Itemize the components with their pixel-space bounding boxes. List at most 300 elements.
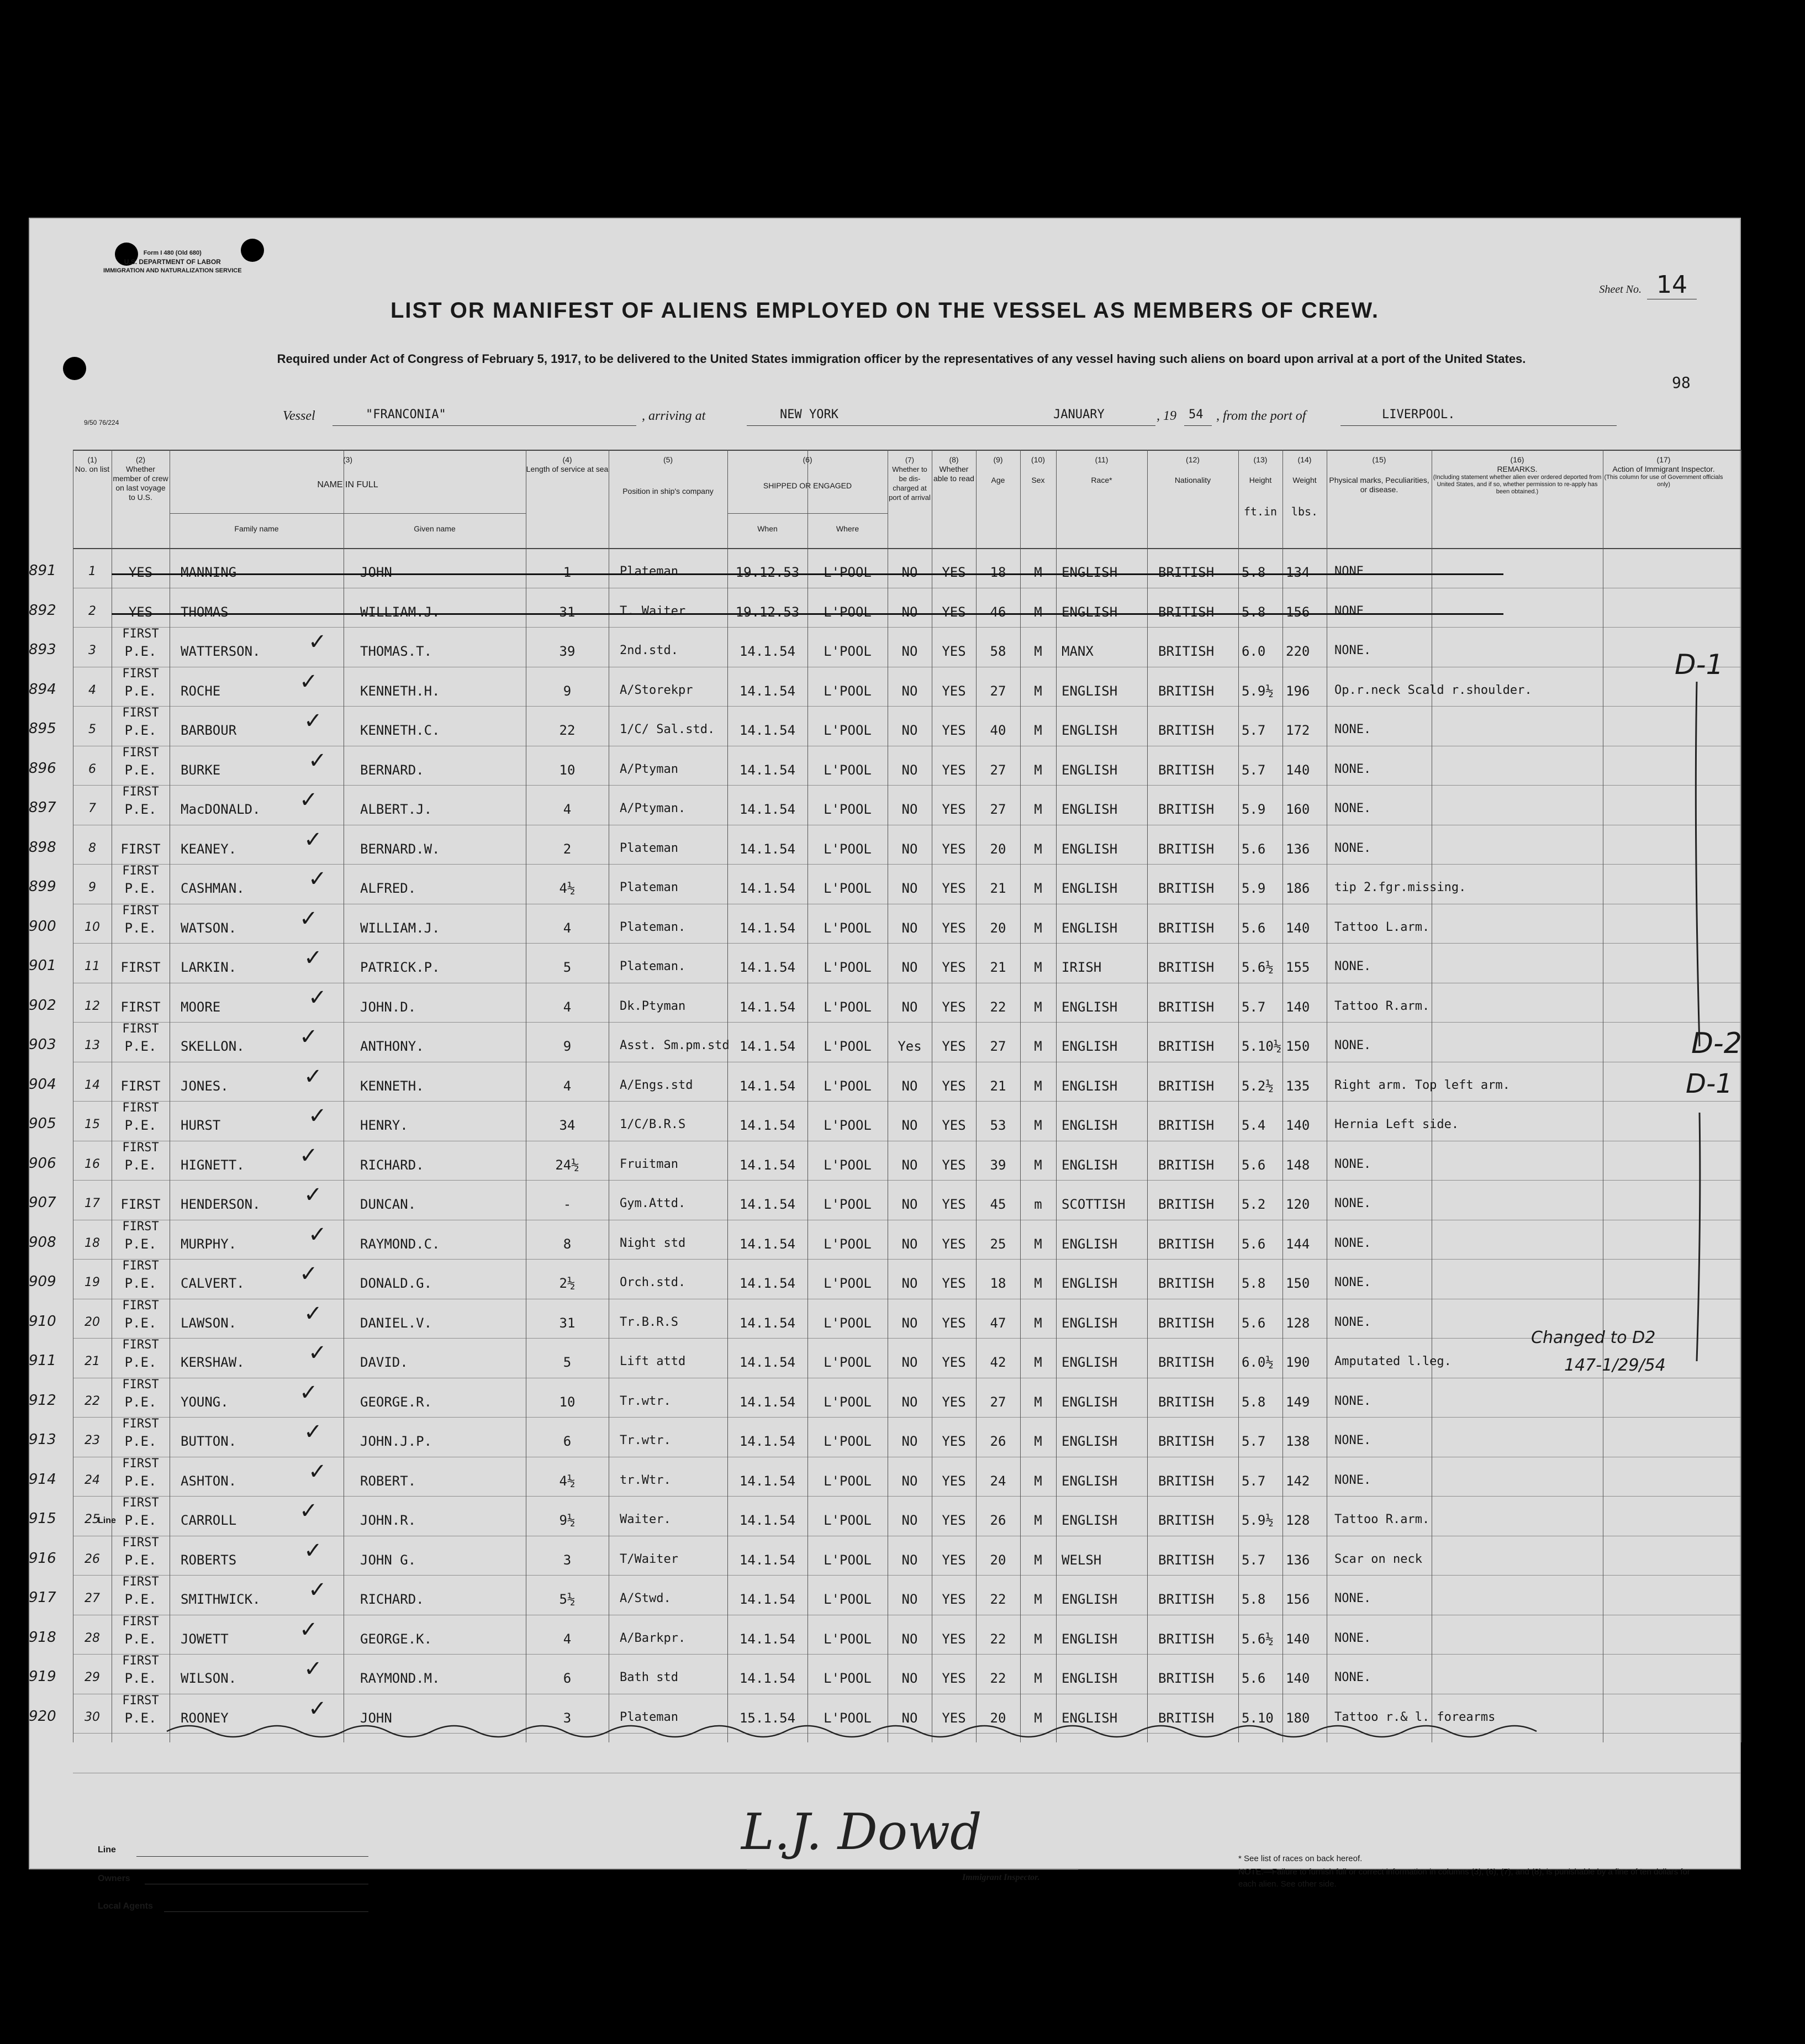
cell-family: HENDERSON. — [181, 1197, 261, 1212]
cell-weight: 180 — [1286, 1710, 1310, 1726]
cell-family: ROBERTS — [181, 1552, 237, 1568]
cell-marks: NONE. — [1334, 1039, 1371, 1052]
cell-read: YES — [942, 565, 966, 580]
cell-position: 1/C/B.R.S — [620, 1118, 686, 1131]
cell-height: 5.7 — [1242, 1473, 1266, 1489]
vessel-name: "FRANCONIA" — [366, 408, 446, 422]
cell-position: Gym.Attd. — [620, 1197, 686, 1210]
serial-number: 900 — [29, 918, 56, 935]
cell-nationality: BRITISH — [1158, 999, 1215, 1015]
cell-family: MURPHY. — [181, 1236, 237, 1252]
cell-position: Plateman — [620, 881, 678, 894]
cell-no: 6 — [88, 762, 96, 776]
cell-weight: 196 — [1286, 683, 1310, 699]
col-header-marks: (15) Physical marks, Peculiarities, or disease. — [1329, 455, 1429, 494]
check-mark: ✓ — [308, 866, 327, 892]
cell-height: 5.6 — [1242, 1236, 1266, 1252]
cell-given: HENRY. — [360, 1118, 408, 1133]
cell-given: JOHN.D. — [360, 999, 416, 1015]
crew-table — [29, 450, 1742, 1742]
cell-family: ROCHE — [181, 683, 221, 699]
cell-where: L'POOL — [824, 1631, 872, 1647]
cell-no: 22 — [85, 1394, 100, 1408]
cell-weight: 134 — [1286, 565, 1310, 580]
serial-number: 897 — [29, 799, 56, 816]
cell-age: 24 — [990, 1473, 1006, 1489]
cell-marks: Right arm. Top left arm. — [1334, 1078, 1510, 1092]
cell-service: 39 — [559, 644, 576, 659]
cell-family: CASHMAN. — [181, 881, 245, 896]
cell-position: Orch.std. — [620, 1276, 686, 1289]
cell-nationality: BRITISH — [1158, 644, 1215, 659]
cell-where: L'POOL — [824, 604, 872, 620]
serial-number: 908 — [29, 1234, 56, 1251]
first-voyage-label: FIRST — [122, 1496, 159, 1510]
col-header-name: (3) NAME IN FULL — [317, 455, 378, 489]
cell-weight: 156 — [1286, 1592, 1310, 1607]
cell-service: 4 — [563, 802, 572, 817]
cell-marks: Amputated l.leg. — [1334, 1355, 1452, 1368]
table-row — [29, 1417, 1741, 1457]
cell-age: 26 — [990, 1513, 1006, 1528]
cell-service: - — [563, 1197, 572, 1212]
cell-nationality: BRITISH — [1158, 1236, 1215, 1252]
col-header-position: (5) Position in ship's company — [622, 455, 714, 496]
cell-age: 22 — [990, 1631, 1006, 1647]
cell-family: KERSHAW. — [181, 1355, 245, 1370]
cell-sex: M — [1034, 841, 1042, 857]
cell-age: 20 — [990, 920, 1006, 936]
cell-nationality: BRITISH — [1158, 1276, 1215, 1291]
cell-discharged: NO — [901, 723, 918, 738]
cell-when: 14.1.54 — [739, 802, 796, 817]
check-mark: ✓ — [308, 1695, 327, 1721]
cell-discharged: NO — [901, 999, 918, 1015]
cell-height: 5.10 — [1242, 1710, 1274, 1726]
cell-discharged: NO — [901, 604, 918, 620]
cell-when: 14.1.54 — [739, 1631, 796, 1647]
check-mark: ✓ — [299, 1024, 318, 1050]
cell-race: ENGLISH — [1062, 802, 1118, 817]
check-mark: ✓ — [299, 1142, 318, 1168]
races-note: * See list of races on back hereof. — [1238, 1854, 1363, 1863]
cell-sex: M — [1034, 1394, 1042, 1410]
crew-last-voyage: P.E. — [124, 644, 157, 659]
cell-nationality: BRITISH — [1158, 1315, 1215, 1331]
manifest-sheet — [29, 218, 1742, 1911]
cell-service: 4 — [563, 999, 572, 1015]
cell-weight: 140 — [1286, 920, 1310, 936]
cell-race: ENGLISH — [1062, 1434, 1118, 1449]
cell-marks: NONE. — [1334, 1157, 1371, 1171]
cell-read: YES — [942, 1671, 966, 1686]
check-mark: ✓ — [304, 1537, 323, 1563]
cell-marks: NONE. — [1334, 1197, 1371, 1210]
cell-age: 22 — [990, 999, 1006, 1015]
cell-discharged: NO — [901, 1118, 918, 1133]
crew-last-voyage: P.E. — [124, 723, 157, 738]
first-voyage-label: FIRST — [122, 1022, 159, 1036]
cell-race: ENGLISH — [1062, 1473, 1118, 1489]
cell-height: 5.9 — [1242, 802, 1266, 817]
serial-number: 904 — [29, 1076, 56, 1093]
cell-height: 5.8 — [1242, 604, 1266, 620]
cell-position: Plateman — [620, 565, 678, 578]
cell-given: RICHARD. — [360, 1592, 424, 1607]
cell-nationality: BRITISH — [1158, 841, 1215, 857]
cell-discharged: NO — [901, 1513, 918, 1528]
cell-sex: M — [1034, 565, 1042, 580]
cell-service: 9 — [563, 1039, 572, 1054]
cell-sex: M — [1034, 1631, 1042, 1647]
annotation-d2: D-2 — [1691, 1027, 1742, 1060]
cell-nationality: BRITISH — [1158, 881, 1215, 896]
cell-no: 29 — [85, 1671, 100, 1684]
table-row — [29, 903, 1741, 944]
cell-discharged: NO — [901, 1078, 918, 1094]
cell-no: 8 — [88, 841, 96, 855]
strike-line — [112, 573, 1503, 575]
cell-service: 4 — [563, 1631, 572, 1647]
cell-no: 11 — [85, 960, 100, 973]
crew-last-voyage: FIRST — [120, 841, 161, 857]
cell-given: KENNETH.H. — [360, 683, 440, 699]
cell-where: L'POOL — [824, 920, 872, 936]
cell-given: DANIEL.V. — [360, 1315, 432, 1331]
cell-family: HURST — [181, 1118, 221, 1133]
cell-height: 5.6 — [1242, 841, 1266, 857]
cell-weight: 190 — [1286, 1355, 1310, 1370]
cell-no: 19 — [85, 1276, 100, 1289]
cell-family: CALVERT. — [181, 1276, 245, 1291]
line-label: Line — [98, 1845, 116, 1855]
cell-discharged: NO — [901, 1631, 918, 1647]
line-label: Line — [98, 1516, 116, 1525]
cell-race: ENGLISH — [1062, 1710, 1118, 1726]
cell-read: YES — [942, 1039, 966, 1054]
cell-given: WILLIAM.J. — [360, 604, 440, 620]
table-row — [29, 1101, 1741, 1141]
cell-age: 40 — [990, 723, 1006, 738]
cell-nationality: BRITISH — [1158, 1434, 1215, 1449]
cell-service: 9½ — [559, 1513, 576, 1528]
cell-marks: NONE. — [1334, 644, 1371, 657]
cell-marks: NONE. — [1334, 1394, 1371, 1408]
cell-position: 2nd.std. — [620, 644, 678, 657]
cell-service: 4 — [563, 920, 572, 936]
cell-age: 47 — [990, 1315, 1006, 1331]
cell-nationality: BRITISH — [1158, 1592, 1215, 1607]
cell-given: JOHN — [360, 565, 392, 580]
cell-race: SCOTTISH — [1062, 1197, 1126, 1212]
cell-when: 14.1.54 — [739, 881, 796, 896]
cell-family: WILSON. — [181, 1671, 237, 1686]
cell-when: 14.1.54 — [739, 1671, 796, 1686]
cell-height: 5.7 — [1242, 999, 1266, 1015]
table-row — [29, 548, 1741, 588]
cell-sex: M — [1034, 1552, 1042, 1568]
crew-last-voyage: FIRST — [120, 1078, 161, 1094]
cell-no: 2 — [88, 604, 96, 618]
cell-position: Tr.wtr. — [620, 1434, 671, 1447]
cell-family: WATSON. — [181, 920, 237, 936]
cell-race: ENGLISH — [1062, 1315, 1118, 1331]
cell-when: 14.1.54 — [739, 1197, 796, 1212]
cell-weight: 144 — [1286, 1236, 1310, 1252]
cell-marks: NONE. — [1334, 723, 1371, 736]
cell-position: Bath std — [620, 1671, 678, 1684]
crew-last-voyage: P.E. — [124, 1710, 157, 1726]
cell-given: ALFRED. — [360, 881, 416, 896]
serial-number: 902 — [29, 997, 56, 1014]
cell-age: 46 — [990, 604, 1006, 620]
check-mark: ✓ — [304, 1063, 323, 1089]
cell-height: 5.8 — [1242, 1276, 1266, 1291]
cell-height: 5.2½ — [1242, 1078, 1274, 1094]
cell-age: 20 — [990, 1710, 1006, 1726]
cell-discharged: Yes — [898, 1039, 922, 1054]
cell-nationality: BRITISH — [1158, 762, 1215, 778]
cell-marks: NONE. — [1334, 1671, 1371, 1684]
cell-where: L'POOL — [824, 1197, 872, 1212]
first-voyage-label: FIRST — [122, 785, 159, 799]
cell-weight: 150 — [1286, 1276, 1310, 1291]
col-header-family-name: Family name — [234, 524, 279, 533]
cell-position: A/Engs.std — [620, 1078, 693, 1092]
cell-marks: NONE. — [1334, 762, 1371, 776]
cell-discharged: NO — [901, 1197, 918, 1212]
cell-family: BURKE — [181, 762, 221, 778]
cell-read: YES — [942, 920, 966, 936]
serial-number: 911 — [29, 1352, 56, 1369]
cell-sex: M — [1034, 1315, 1042, 1331]
first-voyage-label: FIRST — [122, 1377, 159, 1392]
col-header-height: (13) Height ft.in — [1243, 455, 1278, 518]
cell-family: LAWSON. — [181, 1315, 237, 1331]
cell-given: THOMAS.T. — [360, 644, 432, 659]
table-row — [29, 1062, 1741, 1102]
cell-service: 34 — [559, 1118, 576, 1133]
crew-last-voyage: P.E. — [124, 1552, 157, 1568]
cell-position: A/Storekpr — [620, 683, 693, 697]
cell-weight: 140 — [1286, 999, 1310, 1015]
cell-read: YES — [942, 1394, 966, 1410]
cell-marks: NONE. — [1334, 1236, 1371, 1250]
crew-last-voyage: FIRST — [120, 1197, 161, 1212]
page-subtitle: Required under Act of Congress of February 5, 1917, to be delivered to the United States immigration officer by the representatives of any vessel having such aliens on board upon arrival at a port of the United States. — [277, 352, 1526, 366]
cell-no: 5 — [88, 723, 96, 736]
cell-service: 5 — [563, 960, 572, 975]
first-voyage-label: FIRST — [122, 706, 159, 720]
cell-given: KENNETH. — [360, 1078, 424, 1094]
cell-weight: 150 — [1286, 1039, 1310, 1054]
serial-number: 915 — [29, 1510, 56, 1527]
cell-given: BERNARD.W. — [360, 841, 440, 857]
arrival-year: 54 — [1189, 408, 1204, 422]
crew-last-voyage: P.E. — [124, 1236, 157, 1252]
cell-race: ENGLISH — [1062, 999, 1118, 1015]
cell-no: 18 — [85, 1236, 100, 1250]
cell-height: 5.7 — [1242, 723, 1266, 738]
cell-position: A/Stwd. — [620, 1592, 671, 1605]
cell-when: 14.1.54 — [739, 723, 796, 738]
table-row — [29, 785, 1741, 825]
first-voyage-label: FIRST — [122, 1140, 159, 1155]
cell-discharged: NO — [901, 1434, 918, 1449]
table-row — [29, 1535, 1741, 1576]
cell-where: L'POOL — [824, 1157, 872, 1173]
cell-position: 1/C/ Sal.std. — [620, 723, 715, 736]
departure-port: LIVERPOOL. — [1382, 408, 1455, 422]
cell-read: YES — [942, 1473, 966, 1489]
cell-marks: NONE. — [1334, 1315, 1371, 1329]
cell-no: 23 — [85, 1434, 100, 1447]
col-header-crew: (2) Whether member of crew on last voyage to U.S. — [113, 455, 168, 502]
annotation-d1-lower: D-1 — [1686, 1068, 1733, 1099]
cell-when: 14.1.54 — [739, 1118, 796, 1133]
cell-when: 14.1.54 — [739, 644, 796, 659]
cell-family: JONES. — [181, 1078, 229, 1094]
table-row — [29, 1575, 1741, 1615]
cell-given: DONALD.G. — [360, 1276, 432, 1291]
cell-nationality: BRITISH — [1158, 604, 1215, 620]
cell-sex: M — [1034, 1473, 1042, 1489]
cell-marks: Scar on neck — [1334, 1552, 1422, 1566]
cell-sex: M — [1034, 1592, 1042, 1607]
cell-nationality: BRITISH — [1158, 1631, 1215, 1647]
cell-no: 27 — [85, 1592, 100, 1605]
cell-read: YES — [942, 1552, 966, 1568]
cell-weight: 140 — [1286, 1118, 1310, 1133]
col-header-weight: (14) Weight lbs. — [1291, 455, 1318, 518]
cell-height: 5.10½ — [1242, 1039, 1282, 1054]
cell-service: 5 — [563, 1355, 572, 1370]
cell-when: 14.1.54 — [739, 999, 796, 1015]
cell-read: YES — [942, 683, 966, 699]
cell-race: MANX — [1062, 644, 1094, 659]
cell-when: 14.1.54 — [739, 1592, 796, 1607]
cell-race: ENGLISH — [1062, 1157, 1118, 1173]
cell-weight: 142 — [1286, 1473, 1310, 1489]
cell-family: HIGNETT. — [181, 1157, 245, 1173]
serial-number: 905 — [29, 1115, 56, 1132]
cell-read: YES — [942, 762, 966, 778]
cell-where: L'POOL — [824, 1078, 872, 1094]
cell-given: GEORGE.K. — [360, 1631, 432, 1647]
cell-service: 8 — [563, 1236, 572, 1252]
cell-when: 14.1.54 — [739, 1355, 796, 1370]
check-mark: ✓ — [304, 1182, 323, 1208]
cell-read: YES — [942, 644, 966, 659]
cell-height: 5.6 — [1242, 1671, 1266, 1686]
punch-hole — [241, 239, 264, 262]
cell-when: 14.1.54 — [739, 1552, 796, 1568]
cell-when: 14.1.54 — [739, 1039, 796, 1054]
cell-where: L'POOL — [824, 999, 872, 1015]
cell-weight: 220 — [1286, 644, 1310, 659]
cell-marks: Tattoo r.& l. forearms — [1334, 1710, 1496, 1724]
cell-weight: 135 — [1286, 1078, 1310, 1094]
cell-age: 27 — [990, 762, 1006, 778]
cell-marks: tip 2.fgr.missing. — [1334, 881, 1466, 894]
serial-number: 909 — [29, 1273, 56, 1290]
cell-read: YES — [942, 1315, 966, 1331]
cell-family: BUTTON. — [181, 1434, 237, 1449]
cell-marks: Tattoo R.arm. — [1334, 1513, 1430, 1526]
col-header-race: (11) Race* — [1091, 455, 1112, 484]
cell-weight: 138 — [1286, 1434, 1310, 1449]
cell-position: Tr.B.R.S — [620, 1315, 678, 1329]
cell-where: L'POOL — [824, 1710, 872, 1726]
cell-nationality: BRITISH — [1158, 920, 1215, 936]
cell-no: 17 — [85, 1197, 100, 1210]
cell-where: L'POOL — [824, 762, 872, 778]
crew-last-voyage: P.E. — [124, 1315, 157, 1331]
cell-age: 27 — [990, 1039, 1006, 1054]
cell-nationality: BRITISH — [1158, 960, 1215, 975]
col-header-sex: (10) Sex — [1031, 455, 1045, 484]
cell-given: DUNCAN. — [360, 1197, 416, 1212]
first-voyage-label: FIRST — [122, 1575, 159, 1589]
cell-no: 1 — [88, 565, 96, 578]
cell-service: 31 — [559, 1315, 576, 1331]
serial-number: 903 — [29, 1036, 56, 1053]
cell-age: 42 — [990, 1355, 1006, 1370]
cell-race: ENGLISH — [1062, 841, 1118, 857]
serial-number: 914 — [29, 1471, 56, 1488]
crew-last-voyage: P.E. — [124, 920, 157, 936]
cell-when: 14.1.54 — [739, 683, 796, 699]
cell-marks: NONE. — [1334, 841, 1371, 855]
cell-sex: M — [1034, 1236, 1042, 1252]
cell-age: 26 — [990, 1434, 1006, 1449]
cell-when: 14.1.54 — [739, 1276, 796, 1291]
check-mark: ✓ — [308, 984, 327, 1010]
crew-last-voyage: YES — [128, 604, 153, 620]
cell-given: JOHN.R. — [360, 1513, 416, 1528]
cell-discharged: NO — [901, 1355, 918, 1370]
cell-read: YES — [942, 1592, 966, 1607]
cell-age: 27 — [990, 1394, 1006, 1410]
table-row — [29, 1259, 1741, 1299]
first-voyage-label: FIRST — [122, 666, 159, 681]
cell-no: 26 — [85, 1552, 100, 1566]
header-subrule — [170, 513, 526, 514]
cell-no: 7 — [88, 802, 96, 815]
cell-family: THOMAS — [181, 604, 229, 620]
cell-where: L'POOL — [824, 1315, 872, 1331]
crew-last-voyage: P.E. — [124, 881, 157, 896]
cell-marks: NONE. — [1334, 1473, 1371, 1487]
cell-no: 20 — [85, 1315, 100, 1329]
cell-height: 5.6 — [1242, 1157, 1266, 1173]
owners-label: Owners — [98, 1874, 130, 1883]
cell-given: RICHARD. — [360, 1157, 424, 1173]
cell-family: SMITHWICK. — [181, 1592, 261, 1607]
cell-marks: NONE. — [1334, 802, 1371, 815]
cell-given: WILLIAM.J. — [360, 920, 440, 936]
cell-family: YOUNG. — [181, 1394, 229, 1410]
cell-position: Fruitman — [620, 1157, 678, 1171]
check-mark: ✓ — [308, 1221, 327, 1247]
cell-no: 30 — [85, 1710, 100, 1724]
cell-weight: 140 — [1286, 762, 1310, 778]
col-header-remarks: (16) REMARKS. (Including statement whether alien ever ordered deported from United States, and if so, whether permission to re-apply has been obtained.) — [1433, 455, 1602, 495]
cell-discharged: NO — [901, 1710, 918, 1726]
cell-where: L'POOL — [824, 1513, 872, 1528]
cell-nationality: BRITISH — [1158, 1118, 1215, 1133]
cell-when: 19.12.53 — [735, 604, 800, 620]
